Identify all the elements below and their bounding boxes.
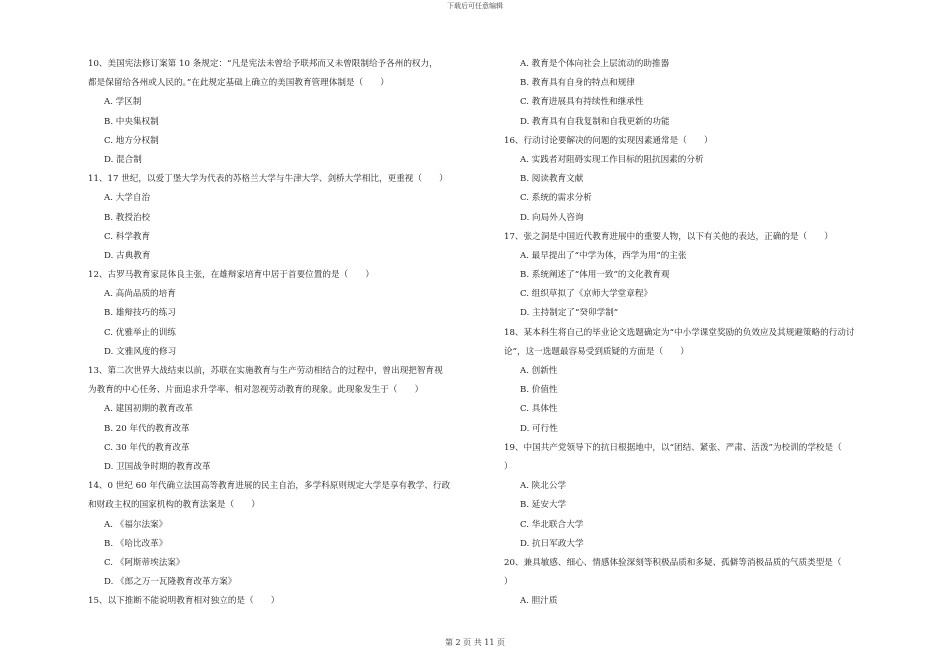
question-text: 20、兼具敏感、细心、情感体验深刻等积极品质和多疑、孤僻等消极品质的气质类型是（ bbox=[504, 557, 842, 568]
question-text: 16、行动讨论要解决的问题的实现因素通常是（ ） bbox=[504, 135, 713, 146]
answer-option: C. 系统的需求分析 bbox=[520, 193, 592, 204]
answer-option: A. 最早提出了“中学为体，西学为用”的主张 bbox=[520, 250, 687, 261]
question-text: ） bbox=[504, 461, 513, 472]
question-text: 都是保留给各州或人民的。”在此规定基础上确立的美国教育管理体制是（ ） bbox=[88, 78, 389, 89]
answer-option: C. 优雅举止的训练 bbox=[104, 327, 176, 338]
answer-option: A. 实践者对阻碍实现工作目标的阻抗因素的分析 bbox=[520, 154, 704, 165]
answer-option: B. 阅读教育文献 bbox=[520, 174, 584, 185]
answer-option: B. 《哈比改革》 bbox=[104, 538, 168, 549]
answer-option: B. 雄辩技巧的练习 bbox=[104, 308, 176, 319]
answer-option: A. 创新性 bbox=[520, 366, 558, 376]
answer-option: C. 组织草拟了《京师大学堂章程》 bbox=[520, 289, 653, 300]
question-text: ） bbox=[504, 577, 513, 588]
answer-option: D. 教育具有自我复制和自我更新的功能 bbox=[520, 116, 670, 127]
answer-option: A. 教育是个体向社会上层流动的助推器 bbox=[520, 59, 670, 69]
question-text: 10、美国宪法修订案第 10 条规定：“凡是宪法未曾给予联邦而又未曾限制给予各州的权力， bbox=[88, 59, 438, 69]
answer-option: C. 华北联合大学 bbox=[520, 519, 584, 530]
question-text: 19、中国共产党领导下的抗日根据地中，以“团结、紧张、严肃、活泼”为校训的学校是（ bbox=[504, 442, 842, 453]
answer-option: B. 系统阐述了“体用一致”的文化教育观 bbox=[520, 270, 670, 281]
question-text: 为教育的中心任务、片面追求升学率、相对忽视劳动教育的现象。此现象发生于（ ） bbox=[88, 385, 424, 396]
answer-option: A. 《福尔法案》 bbox=[104, 519, 168, 530]
left-column bbox=[88, 55, 488, 611]
answer-option: C. 30 年代的教育改革 bbox=[104, 442, 190, 453]
answer-option: B. 中央集权制 bbox=[104, 116, 159, 127]
answer-option: D. 主持制定了“癸卯学制” bbox=[520, 308, 619, 319]
right-column bbox=[504, 55, 916, 611]
answer-option: D. 文雅风度的修习 bbox=[104, 346, 177, 357]
answer-option: D. 卫国战争时期的教育改革 bbox=[104, 461, 211, 472]
answer-option: C. 《阿斯蒂埃法案》 bbox=[104, 557, 185, 568]
answer-option: A. 建国初期的教育改革 bbox=[104, 404, 194, 415]
answer-option: D. 古典教育 bbox=[104, 250, 151, 261]
question-text: 论”，这一选题最容易受到质疑的方面是（ ） bbox=[504, 346, 689, 357]
answer-option: A. 高尚品质的培育 bbox=[104, 289, 176, 300]
answer-option: D. 混合制 bbox=[104, 154, 142, 165]
answer-option: B. 价值性 bbox=[520, 385, 558, 396]
answer-option: B. 教授治校 bbox=[104, 212, 151, 223]
answer-option: A. 陕北公学 bbox=[520, 481, 567, 492]
answer-option: D. 可行性 bbox=[520, 423, 558, 434]
question-text: 12、古罗马教育家昆体良主张，在雄辩家培育中居于首要位置的是（ ） bbox=[88, 270, 374, 281]
answer-option: C. 具体性 bbox=[520, 404, 558, 415]
question-text: 18、某本科生将自己的毕业论文选题确定为“中小学课堂奖励的负效应及其规避策略的行动讨 bbox=[504, 327, 855, 338]
question-text: 11、17 世纪，以爱丁堡大学为代表的苏格兰大学与牛津大学、剑桥大学相比，更重视（ ） bbox=[88, 174, 448, 185]
answer-option: B. 延安大学 bbox=[520, 500, 567, 511]
question-text: 15、以下推断不能说明教育相对独立的是（ ） bbox=[88, 596, 280, 607]
question-text: 14、0 世纪 60 年代确立法国高等教育进展的民主自治，多学科原则规定大学是享有教学、行政 bbox=[88, 481, 451, 492]
answer-option: A. 大学自治 bbox=[104, 193, 151, 204]
answer-option: C. 科学教育 bbox=[104, 231, 151, 242]
answer-option: A. 学区制 bbox=[104, 97, 142, 108]
answer-option: C. 教育进展具有持续性和继承性 bbox=[520, 97, 644, 108]
answer-option: B. 20 年代的教育改革 bbox=[104, 423, 190, 434]
question-text: 和财政主权的国家机构的教育法案是（ ） bbox=[88, 500, 260, 511]
question-text: 17、张之洞是中国近代教育进展中的重要人物，以下有关他的表达，正确的是（ ） bbox=[504, 231, 833, 242]
answer-option: C. 地方分权制 bbox=[104, 135, 159, 146]
answer-option: A. 胆汁质 bbox=[520, 596, 558, 607]
answer-option: D. 《郎之万一瓦隆教育改革方案》 bbox=[104, 577, 237, 588]
answer-option: D. 向局外人咨询 bbox=[520, 212, 584, 223]
question-text: 13、第二次世界大战结束以前，苏联在实施教育与生产劳动相结合的过程中，曾出现把智育视 bbox=[88, 366, 443, 376]
answer-option: D. 抗日军政大学 bbox=[520, 538, 584, 549]
answer-option: B. 教育具有自身的特点和规律 bbox=[520, 78, 635, 89]
page-footer: 第 2 页 共 11 页 bbox=[445, 638, 505, 647]
page-header: 下载后可任意编辑 bbox=[447, 2, 503, 10]
